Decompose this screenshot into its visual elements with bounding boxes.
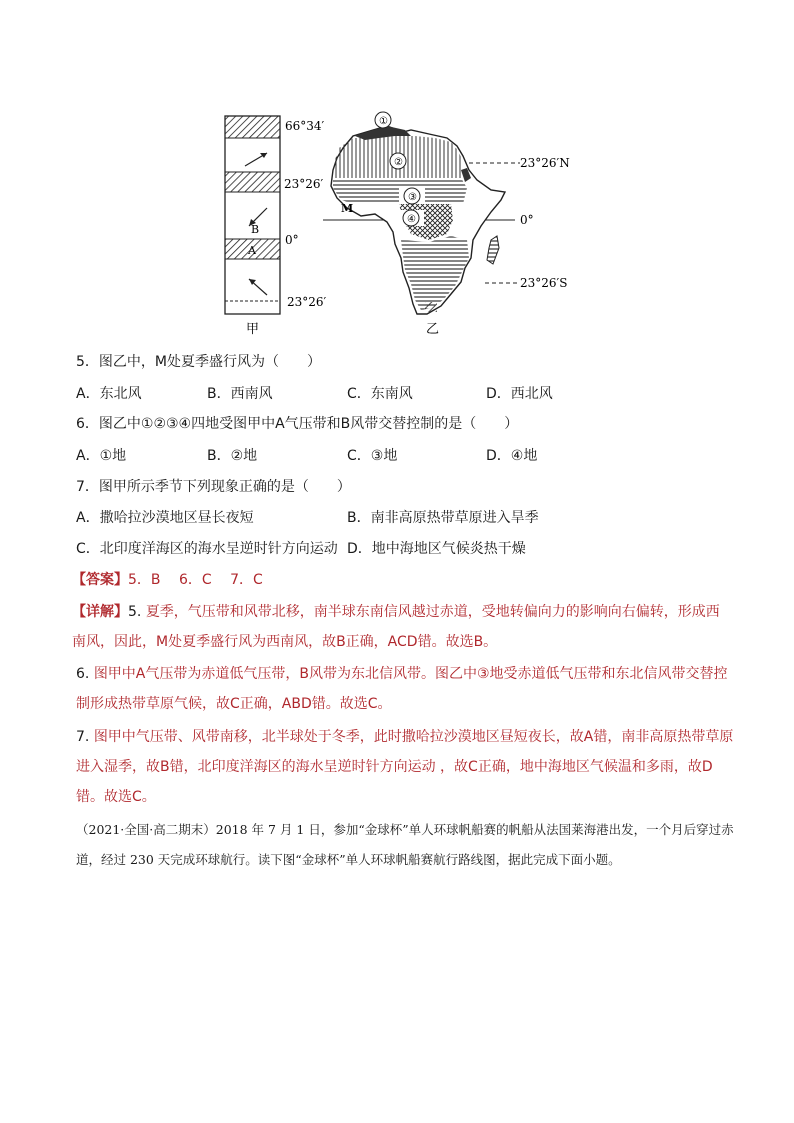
figure-caption-yi: 乙 (426, 322, 440, 337)
q5-option-c: C．东南风 (347, 386, 413, 402)
question-figure (215, 108, 595, 338)
madagascar (487, 236, 499, 264)
lat-label-0: 0° (285, 233, 299, 247)
q7-option-a: A．撒哈拉沙漠地区昼长夜短 (76, 510, 254, 526)
polar-front-belt (225, 116, 280, 138)
lat-label-23n-map: 23°26′N (520, 156, 570, 170)
answer-text: 5．B 6．C 7．C (128, 572, 263, 588)
q7-option-d: D．地中海地区气候炎热干燥 (347, 541, 526, 557)
belt-label-b: B (251, 223, 260, 236)
lat-label-23s: 23°26′ (287, 295, 327, 309)
q5-option-a: A．东北风 (76, 386, 142, 402)
q5-option-b: B．西南风 (207, 386, 273, 402)
question-5-stem: 5．图乙中，M处夏季盛行风为（ ） (76, 354, 321, 370)
question-7-stem: 7．图甲所示季节下列现象正确的是（ ） (76, 479, 351, 495)
lat-label-23s-map: 23°26′S (520, 276, 568, 290)
pressure-belt-diagram (225, 116, 327, 337)
region-label-4: ④ (407, 214, 416, 225)
q7-option-b: B．南非高原热带草原进入旱季 (347, 510, 539, 526)
subtropical-high-belt (225, 172, 280, 192)
explanation-5: 【详解】5. 夏季，气压带和风带北移，南半球东南信风越过赤道，受地转偏向力的影响向右偏转，形成西南风，因此，M处夏季盛行风为西南风，故B正确，ACD错。故选B。 (72, 604, 720, 650)
region-label-2: ② (394, 157, 403, 168)
explanation-6: 6. 图甲中A气压带为赤道低气压带，B风带为东北信风带。图乙中③地受赤道低气压带和东北信风带交替控制形成热带草原气候，故C正确，ABD错。故选C。 (76, 666, 728, 712)
q6-option-b: B．②地 (207, 448, 258, 464)
answer-label: 【答案】 (72, 572, 128, 588)
explanation-7: 7. 图甲中气压带、风带南移，北半球处于冬季，此时撒哈拉沙漠地区昼短夜长，故A错，南非高原热带草原进入湿季，故B错，北印度洋海区的海水呈逆时针方向运动 ，故C正确，地中海地区气候温和多雨，故D错。故选C。 (76, 729, 734, 805)
belt-label-a: A (248, 244, 256, 257)
question-6-stem: 6．图乙中①②③④四地受图甲中A气压带和B风带交替控制的是（ ） (76, 416, 519, 432)
lat-label-23n: 23°26′ (284, 177, 324, 191)
lat-label-0-map: 0° (520, 213, 534, 227)
region-label-1: ① (379, 116, 388, 127)
next-question-intro: （2021·全国·高二期末）2018 年 7 月 1 日，参加“金球杯”单人环球帆船赛的帆船从法国莱海港出发，一个月后穿过赤道，经过 230 天完成环球航行。读下图“金球杯”单人环球帆船赛航行路线图，据此完成下面小题。 (76, 822, 734, 867)
africa-map (323, 112, 570, 337)
q6-option-d: D．④地 (486, 448, 538, 464)
figure-caption-jia: 甲 (246, 322, 260, 337)
q6-option-a: A．①地 (76, 448, 127, 464)
lat-label-66: 66°34′ (285, 119, 325, 133)
q5-option-d: D．西北风 (486, 386, 553, 402)
q7-option-c: C．北印度洋海区的海水呈逆时针方向运动 (76, 541, 338, 557)
point-label-m: M (341, 202, 354, 215)
answer-line (72, 570, 263, 590)
explanation-label: 【详解】 (72, 604, 128, 620)
region-label-3: ③ (408, 192, 417, 203)
q6-option-c: C．③地 (347, 448, 398, 464)
